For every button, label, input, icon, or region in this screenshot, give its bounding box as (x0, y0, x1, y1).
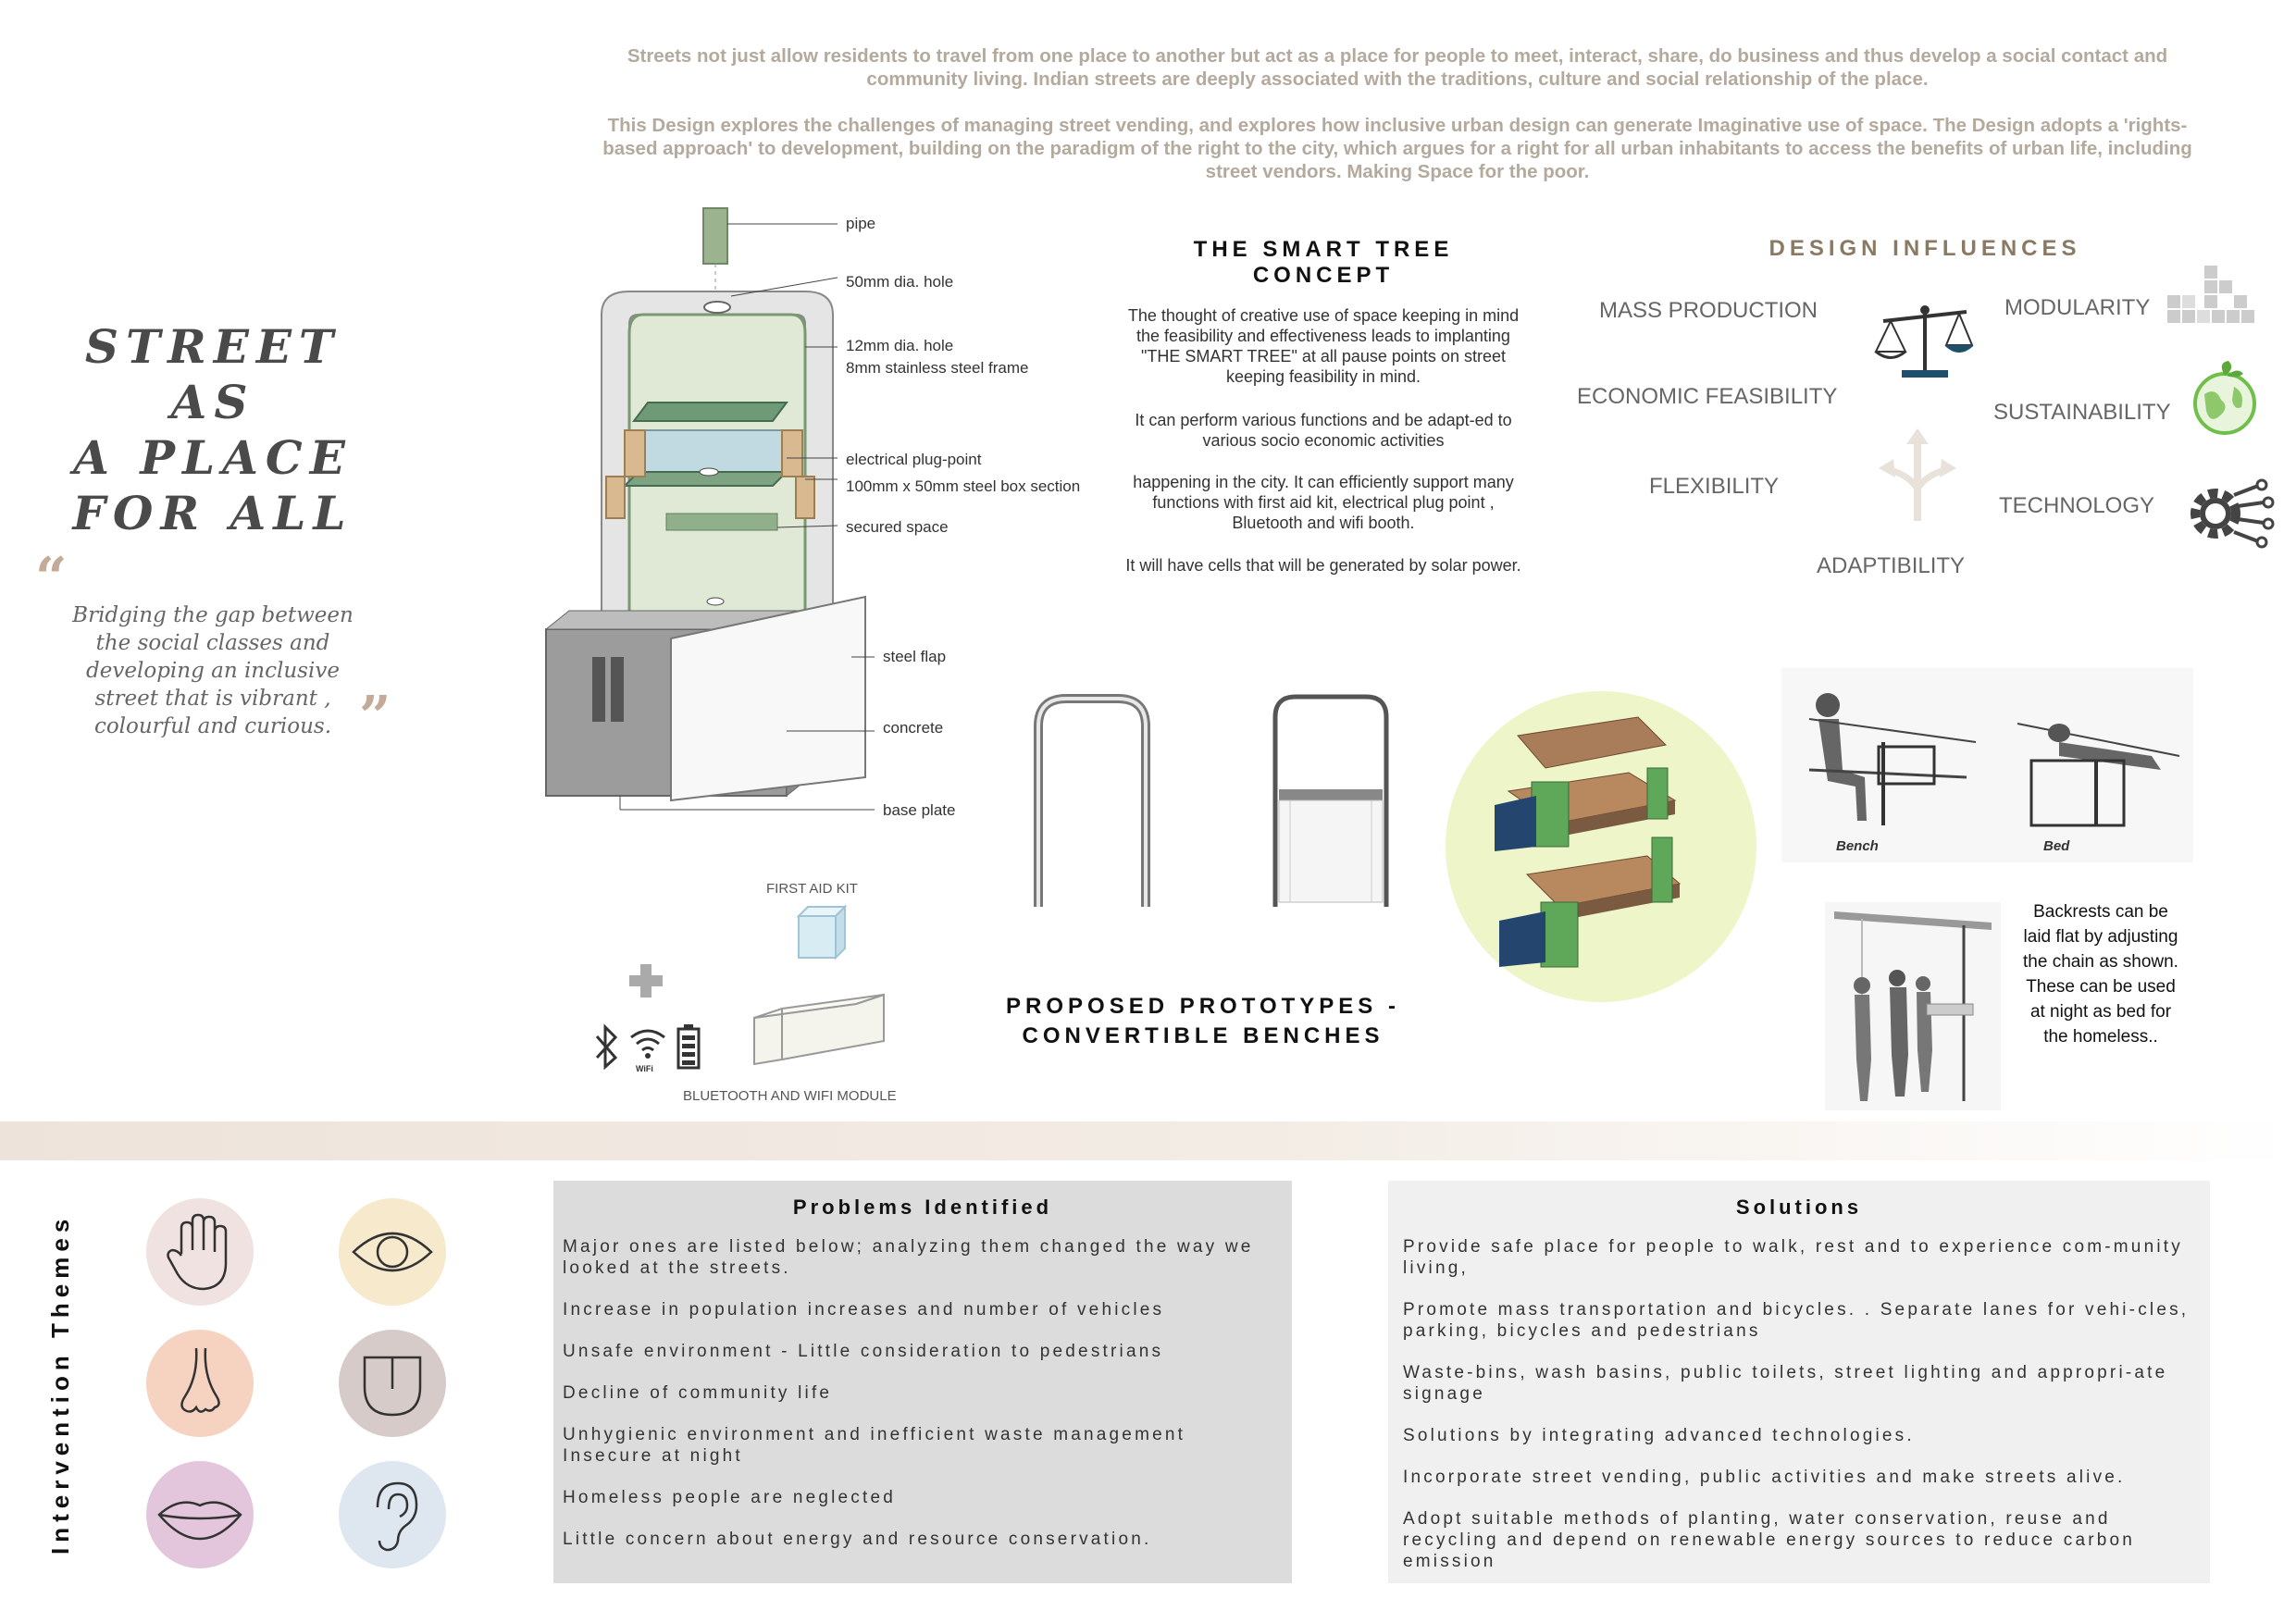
label-50mm-hole: 50mm dia. hole (846, 273, 954, 291)
label-secured-space: secured space (846, 518, 949, 536)
module-box-icon (745, 985, 893, 1087)
solutions-title: Solutions (1735, 1196, 1863, 1219)
bench-frame-drawing-1 (1027, 689, 1166, 911)
influence-economic-feasibility: ECONOMIC FEASIBILITY (1577, 384, 1838, 409)
list-item: Waste-bins, wash basins, public toilets, street lighting and appropri-ate signage (1403, 1363, 2168, 1404)
intro-paragraph-2: This Design explores the challenges of managing street vending, and explores how inclusive urban design can generate Imaginative use of space. The Design adopts a 'rights-based approach' to development, building on the paradigm of the right to the city, which argues for a right for all urban inhabitants to access the benefits of urban life, including street vendors. Making Space for the poor. (602, 115, 2192, 182)
label-bluetooth-module: BLUETOOTH AND WIFI MODULE (683, 1088, 897, 1104)
title-line-3: FOR ALL (72, 486, 354, 540)
quote-text: Bridging the gap between the social classes and developing an inclusive street that is vibrant , colourful and curious. (72, 603, 354, 738)
intro-paragraph-1: Streets not just allow residents to travel from one place to another but act as a place for people to meet, interact, share, do business and thus develop a social contact and community living. Indian streets are deeply associated with the traditions, culture and social relationship of the place. (627, 45, 2168, 90)
problems-list (563, 1236, 1273, 1550)
list-item: Unsafe environment - Little consideration to pedestrians (563, 1342, 1164, 1361)
list-item: Incorporate street vending, public activities and make streets alive. (1403, 1468, 2126, 1487)
concept-paragraph-2: It can perform various functions and be adapt-ed to various socio economic activities (1135, 411, 1512, 450)
bench-frame-drawing-2 (1266, 689, 1396, 911)
first-aid-box-icon (791, 902, 847, 976)
arrows-directions-icon (1871, 424, 1964, 526)
concept-paragraph-1: The thought of creative use of space keeping in mind the feasibility and effectiveness leads to implanting "THE SMART TREE" at all pause points on street keeping feasibility in mind. (1127, 306, 1520, 386)
gear-circuit-icon (2186, 477, 2278, 551)
label-plug-point: electrical plug-point (846, 451, 982, 468)
divider-band (0, 1121, 2296, 1160)
scale-balance-icon (1874, 301, 1976, 384)
green-earth-icon (2191, 359, 2261, 438)
quote-open-mark: “ (35, 546, 68, 611)
list-item: Promote mass transportation and bicycles. . Separate lanes for vehi-cles, parking, bicycles and pedestrians (1403, 1300, 2190, 1341)
influences-title: DESIGN INFLUENCES (1769, 236, 2081, 261)
theme-smell (146, 1330, 254, 1437)
label-first-aid-kit: FIRST AID KIT (766, 881, 858, 897)
theme-sight (339, 1198, 446, 1306)
prototypes-title-line-1: PROPOSED PROTOTYPES - (1006, 994, 1400, 1019)
lips-icon (146, 1461, 254, 1568)
bench-label: Bench (1836, 838, 1879, 854)
list-item: Unhygienic environment and inefficient waste management Insecure at night (563, 1425, 1186, 1466)
problems-panel (553, 1181, 1292, 1583)
label-box-section: 100mm x 50mm steel box section (846, 477, 1081, 495)
tongue-icon (339, 1330, 446, 1437)
prototypes-title (981, 992, 1425, 1051)
medical-cross-icon (627, 962, 664, 999)
battery-icon (676, 1022, 701, 1071)
influence-sustainability: SUSTAINABILITY (1993, 400, 2171, 425)
influence-technology: TECHNOLOGY (1999, 493, 2155, 518)
list-item: Increase in population increases and number of vehicles (563, 1300, 1165, 1319)
concept-title: THE SMART TREE CONCEPT (1193, 237, 1454, 288)
problems-title: Problems Identified (792, 1196, 1053, 1219)
list-item: Major ones are listed below; analyzing them changed the way we looked at the streets. (563, 1237, 1254, 1278)
street-kiosk-sketch (1825, 902, 2001, 1110)
label-base-plate: base plate (883, 801, 956, 819)
bench-caption: Backrests can be laid flat by adjusting the chain as shown. These can be used at night as bed for the homeless.. (2023, 902, 2178, 1047)
label-12mm-hole: 12mm dia. hole (846, 337, 954, 354)
bench-bed-sketch (1781, 668, 2193, 862)
page-title (37, 319, 389, 541)
solutions-list (1403, 1236, 2191, 1572)
list-item: Little concern about energy and resource conservation. (563, 1530, 1152, 1549)
influence-flexibility: FLEXIBILITY (1649, 474, 1780, 499)
label-steel-flap: steel flap (883, 648, 947, 665)
influence-mass-production: MASS PRODUCTION (1599, 298, 1818, 323)
ear-icon (339, 1461, 446, 1568)
hand-icon (146, 1198, 254, 1306)
wifi-icon (627, 1022, 668, 1063)
influence-adaptibility: ADAPTIBILITY (1817, 553, 1966, 578)
list-item: Homeless people are neglected (563, 1488, 897, 1507)
wifi-text: WiFi (636, 1064, 653, 1073)
label-pipe: pipe (846, 215, 876, 232)
title-line-1: STREET AS (84, 319, 341, 429)
prototypes-title-line-2: CONVERTIBLE BENCHES (1022, 1023, 1384, 1048)
list-item: Provide safe place for people to walk, rest and to experience com-munity living, (1403, 1237, 2183, 1278)
list-item: Decline of community life (563, 1383, 833, 1403)
theme-taste (339, 1330, 446, 1437)
influence-modularity: MODULARITY (2004, 295, 2151, 320)
convertible-bench-render (1444, 689, 1758, 1004)
quote-close-mark: ” (359, 685, 391, 750)
list-item: Adopt suitable methods of planting, water conservation, reuse and recycling and depend on renewable energy sources to reduce carbon emission (1403, 1509, 2136, 1571)
themes-label: Intervention Themes (46, 1213, 74, 1555)
list-item: Solutions by integrating advanced technologies. (1403, 1426, 1915, 1445)
modular-blocks-icon (2166, 264, 2267, 324)
label-concrete: concrete (883, 719, 944, 737)
bed-label: Bed (2043, 838, 2070, 854)
theme-speech (146, 1461, 254, 1568)
theme-hearing (339, 1461, 446, 1568)
solutions-panel (1388, 1181, 2210, 1583)
concept-paragraph-4: It will have cells that will be generated by solar power. (1125, 556, 1521, 575)
bluetooth-icon (592, 1022, 620, 1073)
concept-paragraph-3: happening in the city. It can efficiently support many functions with first aid kit, electrical plug point , Bluetooth and wifi booth. (1133, 473, 1514, 532)
theme-touch (146, 1198, 254, 1306)
title-line-2: A PLACE (73, 430, 353, 485)
eye-icon (339, 1198, 446, 1306)
label-steel-frame: 8mm stainless steel frame (846, 359, 1029, 377)
nose-icon (146, 1330, 254, 1437)
